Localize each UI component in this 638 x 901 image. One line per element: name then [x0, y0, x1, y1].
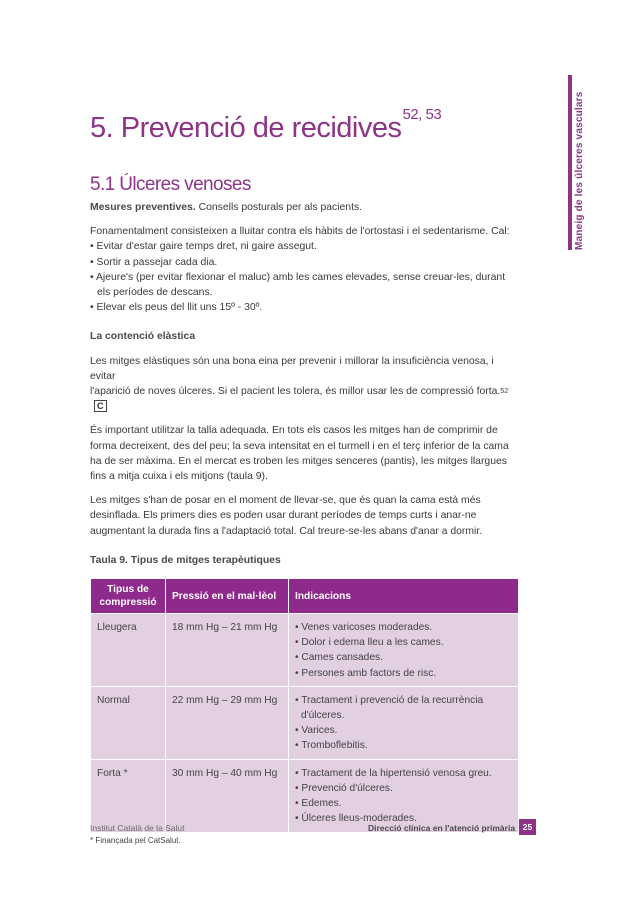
side-accent-bar	[568, 75, 572, 250]
table-row	[91, 759, 519, 832]
evidence-grade-badge: C	[94, 400, 107, 412]
footer-institution: Institut Català de la Salut	[90, 823, 185, 833]
table-cell-indications	[289, 686, 519, 759]
indication-item: • Prevenció d'úlceres.	[295, 782, 393, 794]
indication-item: • Tractament de la hipertensió venosa greu.	[295, 767, 492, 779]
reference-number: 52	[500, 388, 509, 396]
column-header: Indicacions	[289, 579, 519, 614]
table-cell-type: Lleugera	[91, 614, 166, 687]
indication-item: • Venes varicoses moderades.	[295, 622, 433, 634]
table-row	[91, 614, 519, 687]
section-title-text: 5. Prevenció de recidives	[90, 112, 402, 144]
section-title	[90, 106, 442, 145]
preventive-text: Consells posturals per als pacients.	[198, 202, 363, 213]
indication-item-continuation: d'úlceres.	[301, 710, 345, 722]
table-caption: Taula 9. Tipus de mitges terapèutiques	[90, 554, 281, 566]
bullet-item: • Evitar d'estar gaire temps dret, ni gaire assegut.	[90, 241, 317, 253]
preventive-measures	[90, 200, 520, 215]
bullet-item: • Sortir a passejar cada dia.	[90, 256, 218, 268]
elastic-p1-line2: l'aparició de noves úlceres. Si el pacient les tolera, és millor usar les de compressió forta.	[90, 386, 501, 398]
table-cell-indications	[289, 759, 519, 832]
indication-item: • Tromboflebitis.	[295, 740, 368, 752]
table-cell-pressure: 22 mm Hg – 29 mm Hg	[166, 686, 289, 759]
title-references: 52, 53	[402, 106, 442, 123]
table-cell-type: Forta *	[91, 759, 166, 832]
bullet-item: • Elevar els peus del llit uns 15º - 30º.	[90, 302, 263, 314]
footer-department: Direcció clínica en l'atenció primària	[368, 823, 516, 833]
preventive-label: Mesures preventives.	[90, 202, 196, 213]
indication-item: • Dolor i edema lleu a les cames.	[295, 637, 444, 649]
indication-item: • Úlceres lleus-moderades.	[295, 813, 417, 825]
indication-item: • Cames cansades.	[295, 652, 383, 664]
indication-item: • Edemes.	[295, 798, 342, 810]
table-cell-indications	[289, 614, 519, 687]
indication-item: • Varices.	[295, 725, 338, 737]
elastic-p1-line1: Les mitges elàstiques són una bona eina per prevenir i millorar la insuficiència venosa, i evitar	[90, 355, 494, 382]
bullet-item-continuation: els períodes de descans.	[97, 287, 213, 299]
intro-paragraph: Fonamentalment consisteixen a lluitar contra els hàbits de l'ortostasi i el sedentarisme. Cal:	[90, 226, 510, 238]
bullet-item: • Ajeure's (per evitar flexionar el maluc) amb les cames elevades, sense creuar-les, durant	[90, 271, 506, 283]
elastic-paragraph-1	[90, 354, 520, 415]
subsection-title: 5.1 Úlceres venoses	[90, 174, 251, 195]
table-cell-pressure: 18 mm Hg – 21 mm Hg	[166, 614, 289, 687]
running-section-title: Maneig de les úlceres vasculars	[574, 91, 585, 250]
column-header: Tipus de compressió	[91, 579, 166, 614]
table-cell-pressure: 30 mm Hg – 40 mm Hg	[166, 759, 289, 832]
table-cell-type: Normal	[91, 686, 166, 759]
main-content	[90, 200, 520, 848]
indication-item: • Persones amb factors de risc.	[295, 667, 437, 679]
elastic-heading: La contenció elàstica	[90, 331, 196, 343]
indication-item: • Tractament i prevenció de la recurrència	[295, 694, 484, 706]
table-footnote: * Finançada pel CatSalut.	[90, 835, 181, 845]
table-row	[91, 686, 519, 759]
page-number: 25	[519, 819, 536, 835]
elastic-paragraph-2: És important utilitzar la talla adequada. En tots els casos les mitges han de comprimir de forma decreixent, des del peu; la seva intensitat en el turmell i en el terç inferior de la cama ha de ser màxima. En el mercat es troben les mitges senceres (pantis), les mitges llargues fins a mitja cuixa i els mitjons (taula 9).	[90, 425, 509, 483]
elastic-paragraph-3: Les mitges s'han de posar en el moment de llevar-se, que és quan la cama està més desinflada. Els primers dies es poden usar durant períodes de temps curts i anar-ne augmentant la durada fins a l'adaptació total. Cal treure-se-les abans d'anar a dormir.	[90, 495, 483, 537]
stockings-table	[90, 578, 519, 832]
table-header-row	[91, 579, 519, 614]
column-header: Pressió en el mal·lèol	[166, 579, 289, 614]
